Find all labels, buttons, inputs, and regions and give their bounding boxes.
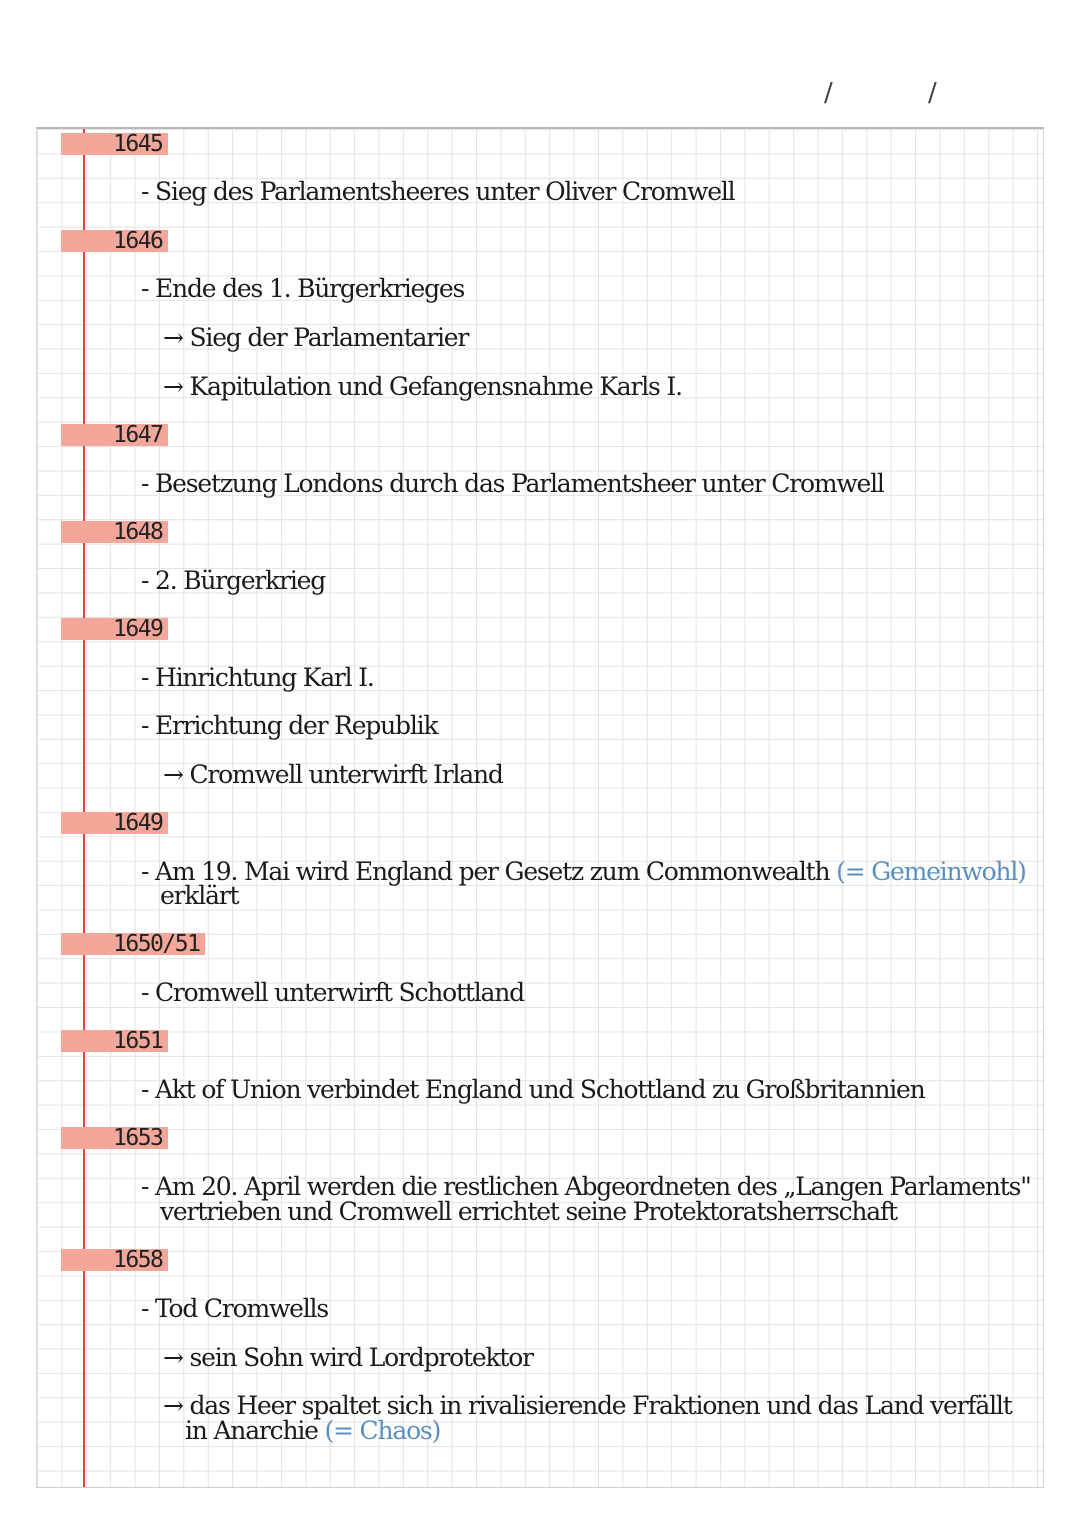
date-field [820,78,960,108]
annotation-note: (= Chaos) [324,1416,441,1445]
event-line: - Hinrichtung Karl I. [141,663,374,692]
event-subline: → Sieg der Parlamentarier [163,323,469,352]
margin-line [83,129,85,1487]
event-line: - Cromwell unterwirft Schottland [141,978,524,1007]
year-label: 1658 [61,1249,168,1271]
date-separator: / [928,78,937,108]
event-line: - Besetzung Londons durch das Parlamentsheer unter Cromwell [141,469,884,498]
event-line: - Sieg des Parlamentsheeres unter Oliver Cromwell [141,177,735,206]
year-label: 1648 [61,521,168,543]
year-label: 1649 [61,618,168,640]
event-line-continuation: vertrieben und Cromwell errichtet seine Protektoratsherrschaft [160,1197,897,1226]
event-line [141,859,1026,885]
date-separator: / [824,78,833,108]
year-label: 1651 [61,1030,168,1052]
event-line: - Ende des 1. Bürgerkrieges [141,274,465,303]
event-line-continuation [185,1418,440,1444]
event-line: - Akt of Union verbindet England und Schottland zu Großbritannien [141,1075,925,1104]
year-label: 1650/51 [61,933,205,955]
event-subline: → Kapitulation und Gefangensnahme Karls I. [163,372,682,401]
event-text: - Am 19. Mai wird England per Gesetz zum Commonwealth [141,857,830,886]
year-label: 1646 [61,230,168,252]
event-line: - 2. Bürgerkrieg [141,566,326,595]
event-text: in Anarchie [185,1416,318,1445]
event-line: - Errichtung der Republik [141,711,438,740]
year-label: 1645 [61,133,168,155]
event-line-continuation: erklärt [160,881,239,910]
event-line: - Tod Cromwells [141,1294,328,1323]
year-label: 1653 [61,1127,168,1149]
event-line: - Am 20. April werden die restlichen Abgeordneten des „Langen Parlaments" [141,1172,1031,1201]
event-subline: → Cromwell unterwirft Irland [163,760,503,789]
annotation-note: (= Gemeinwohl) [836,857,1026,886]
grid-paper [36,127,1044,1488]
year-label: 1649 [61,812,168,834]
event-subline: → sein Sohn wird Lordprotektor [163,1343,533,1372]
event-subline: → das Heer spaltet sich in rivalisierende Fraktionen und das Land verfällt [163,1391,1012,1420]
year-label: 1647 [61,424,168,446]
